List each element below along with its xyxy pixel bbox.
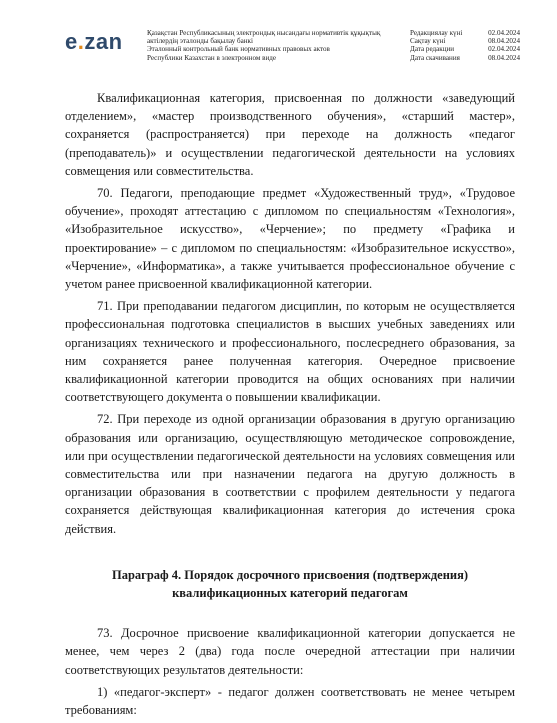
logo-text-zan: zan bbox=[84, 29, 123, 54]
paragraph-73: 73. Досрочное присвоение квалификационной категории допускается не менее, чем через 2 (два) года после очередной аттестации при наличии соответствующих результатов деятельности: bbox=[65, 626, 515, 677]
list-item-1: 1) «педагог-эксперт» - педагог должен соответствовать не менее четырем требованиям: bbox=[65, 684, 515, 718]
paragraph: Квалификационная категория, присвоенная по должности «заведующий отделением», «мастер производственного обучения», «старший мастер», сохраняется (распространяется) при переходе на должность «педагог (преподаватель)» и осуществлении педагогической деятельности на условиях совмещения или совместительства. bbox=[65, 91, 515, 178]
meta-label: Сақтау күні bbox=[410, 37, 446, 46]
paragraph-71: 71. При преподавании педагогом дисциплин, по которым не осуществляется профессиональная подготовка специалистов в высших учебных заведениях или организациях технического и профессионального, послесреднего образования, за ним сохраняется ранее полученная категория. Очередное присвоение квалификационной категории проводится на общих основаниях при наличии соответствующего документа о повышении квалификации. bbox=[65, 299, 515, 405]
meta-value: 08.04.2024 bbox=[488, 37, 520, 46]
document-body bbox=[65, 89, 515, 723]
meta-value: 02.04.2024 bbox=[488, 45, 520, 54]
meta-row bbox=[410, 29, 520, 37]
ezan-logo[interactable] bbox=[65, 30, 123, 54]
logo-letter-e: e bbox=[65, 29, 78, 54]
document-header bbox=[0, 0, 557, 80]
paragraph-70: 70. Педагоги, преподающие предмет «Художественный труд», «Трудовое обучение», проходят аттестацию с дипломом по специальностям «Технология», «Изобразительное искусство», «Черчение»; по предмету «Графика и проектирование» – с дипломом по специальностям: «Изобразительное искусство», «Черчение», «Информатика», а также учитывается профессиональное обучение с учетом ранее присвоенной квалификационной категории. bbox=[65, 186, 515, 292]
registry-title-line: Қазақстан Республикасының электрондық нысандағы нормативтік құқықтық bbox=[147, 29, 381, 37]
meta-label: Дата редакции bbox=[410, 45, 455, 54]
registry-title-line: Эталонный контрольный банк нормативных правовых актов bbox=[147, 45, 330, 54]
meta-label: Редакциялау күні bbox=[410, 29, 463, 37]
registry-title-block bbox=[147, 29, 397, 62]
meta-value: 08.04.2024 bbox=[488, 53, 520, 62]
paragraph-72: 72. При переходе из одной организации образования в другую организацию образования или организацию, осуществляющую методическое сопровождение, или при осуществлении педагогической деятельности на условиях совмещения или совместительства или при назначении педагога на другую должность в организации образования в соответствии с профилем деятельности у педагога сохраняется действующая квалификационная категория до истечения срока действия. bbox=[65, 412, 515, 536]
registry-title-line: актілердің эталонды бақылау банкі bbox=[147, 37, 253, 46]
meta-value: 02.04.2024 bbox=[488, 29, 520, 37]
document-dates-block bbox=[410, 29, 520, 62]
section-heading-line: Параграф 4. Порядок досрочного присвоения (подтверждения) bbox=[111, 567, 469, 582]
meta-label: Дата скачивания bbox=[410, 53, 460, 62]
section-heading bbox=[65, 566, 515, 602]
meta-row bbox=[410, 37, 520, 45]
registry-title-line: Республики Казахстан в электронном виде bbox=[147, 53, 277, 62]
meta-row bbox=[410, 54, 520, 62]
logo-dot: . bbox=[77, 29, 85, 54]
meta-row bbox=[410, 45, 520, 53]
section-heading-line: квалификационных категорий педагогам bbox=[172, 586, 408, 601]
